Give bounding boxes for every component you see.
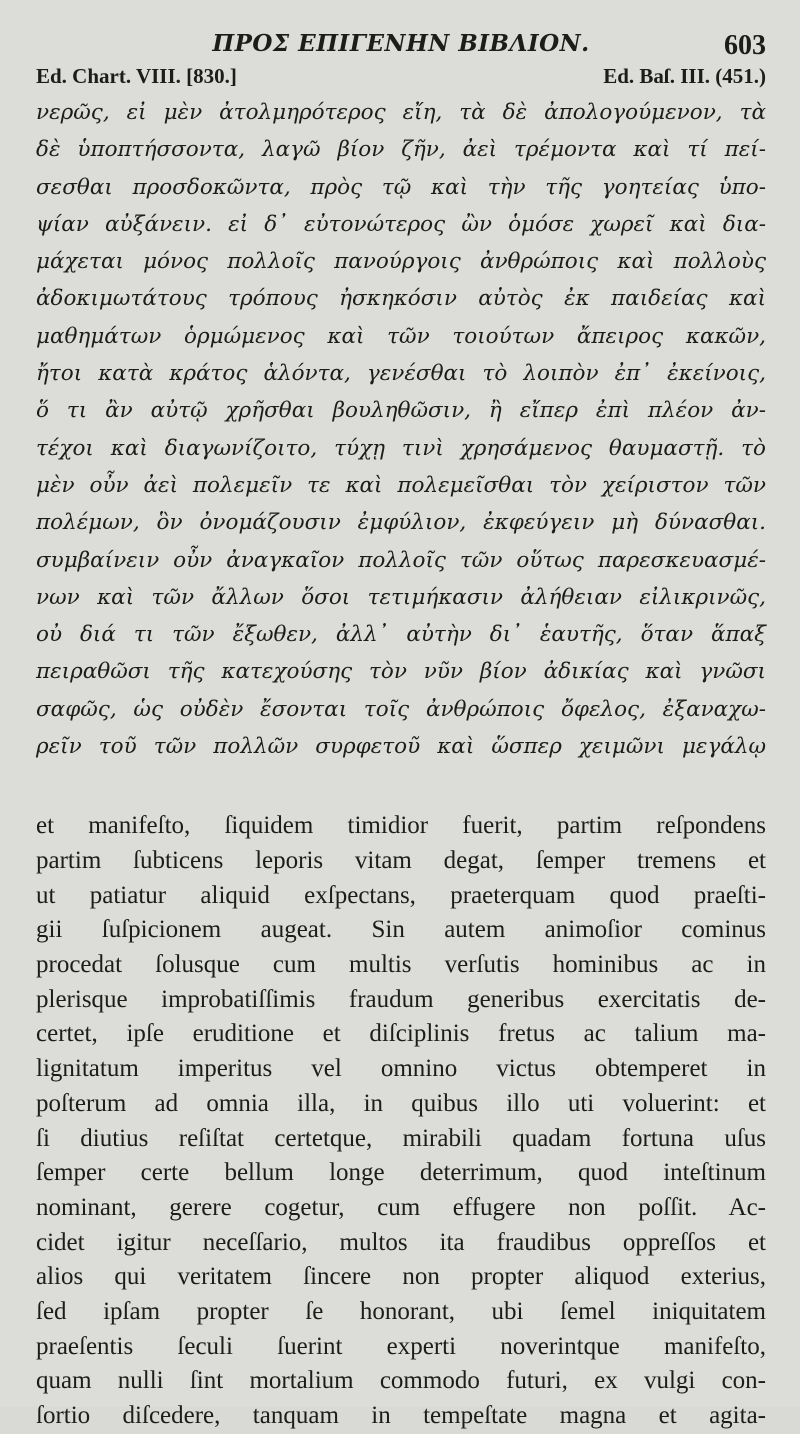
latin-line: ſi diutius reſiſtat certetque, mirabili quadam fortuna uſus bbox=[36, 1124, 766, 1152]
latin-line: lignitatum imperitus vel omnino victus obtemperet in bbox=[36, 1055, 766, 1083]
greek-line: νων καὶ τῶν ἄλλων ὅσοι τετιμήκασιν ἀλήθειαν εἰλικρινῶς, bbox=[36, 584, 766, 610]
latin-line: plerisque improbatiſſimis fraudum generibus exercitatis de- bbox=[36, 985, 766, 1013]
greek-text-block bbox=[36, 94, 766, 765]
greek-line: πολέμων, ὃν ὀνομάζουσιν ἐμφύλιον, ἐκφεύγειν μὴ δύνασθαι. bbox=[36, 510, 766, 536]
greek-line: δὲ ὑποπτήσσοντα, λαγῶ βίον ζῆν, ἀεὶ τρέμοντα καὶ τί πεί- bbox=[36, 137, 766, 163]
greek-line: ἀδοκιμωτάτους τρόπους ἠσκηκόσιν αὐτὸς ἐκ παιδείας καὶ bbox=[36, 286, 766, 312]
edition-chart-reference: Ed. Chart. VIII. [830.] bbox=[36, 64, 237, 88]
page-header bbox=[36, 30, 766, 60]
greek-line: νερῶς, εἰ μὲν ἀτολμηρότερος εἴη, τὰ δὲ ἀπολογούμενον, τὰ bbox=[36, 100, 766, 125]
greek-line: μάχεται μόνος πολλοῖς πανούργοις ἀνθρώποις καὶ πολλοὺς bbox=[36, 249, 766, 275]
greek-line: ψίαν αὐξάνειν. εἰ δ᾽ εὐτονώτερος ὢν ὁμόσε χωρεῖ καὶ δια- bbox=[36, 211, 766, 237]
greek-line: ἤτοι κατὰ κράτος ἁλόντα, γενέσθαι τὸ λοιπὸν ἐπ᾽ ἐκείνοις, bbox=[36, 361, 766, 387]
latin-translation-block bbox=[36, 809, 766, 1433]
greek-line: σεσθαι προσδοκῶντα, πρὸς τῷ καὶ τὴν τῆς γοητείας ὑπο- bbox=[36, 174, 766, 200]
latin-line: ſemper certe bellum longe deterrimum, quod inteſtinum bbox=[36, 1159, 766, 1187]
latin-line: praeſentis ſeculi ſuerint experti noverintque manifeſto, bbox=[36, 1332, 766, 1360]
latin-line: ſortio diſcedere, tanquam in tempeſtate magna et agita- bbox=[36, 1402, 766, 1430]
latin-line: ſed ipſam propter ſe honorant, ubi ſemel iniquitatem bbox=[36, 1297, 766, 1325]
latin-line: ut patiatur aliquid exſpectans, praeterquam quod praeſti- bbox=[36, 881, 766, 909]
page-number: 603 bbox=[724, 30, 766, 61]
latin-line: partim ſubticens leporis vitam degat, ſemper tremens et bbox=[36, 847, 766, 875]
column-gap bbox=[36, 765, 766, 809]
greek-line: μαθημάτων ὁρμώμενος καὶ τῶν τοιούτων ἄπειρος κακῶν, bbox=[36, 323, 766, 349]
latin-line: gii ſuſpicionem augeat. Sin autem animoſior cominus bbox=[36, 916, 766, 944]
latin-line: certet, ipſe eruditione et diſciplinis fretus ac talium ma- bbox=[36, 1020, 766, 1048]
latin-line: procedat ſolusque cum multis verſutis hominibus ac in bbox=[36, 951, 766, 979]
greek-line: συμβαίνειν οὖν ἀναγκαῖον πολλοῖς τῶν οὕτως παρεσκευασμέ- bbox=[36, 547, 766, 573]
latin-line: quam nulli ſint mortalium commodo futuri, ex vulgi con- bbox=[36, 1367, 766, 1395]
edition-basel-reference: Ed. Baſ. III. (451.) bbox=[603, 64, 766, 88]
greek-line: οὐ διά τι τῶν ἔξωθεν, ἀλλ᾽ αὐτὴν δι᾽ ἑαυτῆς, ὅταν ἅπαξ bbox=[36, 622, 766, 648]
greek-line: πειραθῶσι τῆς κατεχούσης τὸν νῦν βίον ἀδικίας καὶ γνῶσι bbox=[36, 659, 766, 685]
latin-line: alios qui veritatem ſincere non propter aliquod exterius, bbox=[36, 1263, 766, 1291]
greek-line: ὅ τι ἂν αὐτῷ χρῆσθαι βουληθῶσιν, ἢ εἴπερ ἐπὶ πλέον ἀν- bbox=[36, 398, 766, 424]
latin-line: cidet igitur neceſſario, multos ita fraudibus oppreſſos et bbox=[36, 1228, 766, 1256]
running-title: ΠΡΟΣ ΕΠΙΓΕΝΗΝ ΒΙΒΛΙΟΝ. bbox=[212, 30, 590, 57]
greek-line: ρεῖν τοῦ τῶν πολλῶν συρφετοῦ καὶ ὥσπερ χειμῶνι μεγάλῳ bbox=[36, 734, 766, 760]
latin-line: poſterum ad omnia illa, in quibus illo uti voluerint: et bbox=[36, 1089, 766, 1117]
latin-line: et manifeſto, ſiquidem timidior fuerit, partim reſpondens bbox=[36, 812, 766, 840]
greek-line: μὲν οὖν ἀεὶ πολεμεῖν τε καὶ πολεμεῖσθαι τὸν χείριστον τῶν bbox=[36, 472, 766, 498]
greek-line: τέχοι καὶ διαγωνίζοιτο, τύχῃ τινὶ χρησάμενος θαυμαστῇ. τὸ bbox=[36, 435, 766, 461]
edition-reference-line bbox=[36, 64, 766, 94]
greek-line: σαφῶς, ὡς οὐδὲν ἔσονται τοῖς ἀνθρώποις ὄφελος, ἐξαναχω- bbox=[36, 696, 766, 722]
latin-line: nominant, gerere cogetur, cum effugere non poſſit. Ac- bbox=[36, 1193, 766, 1221]
